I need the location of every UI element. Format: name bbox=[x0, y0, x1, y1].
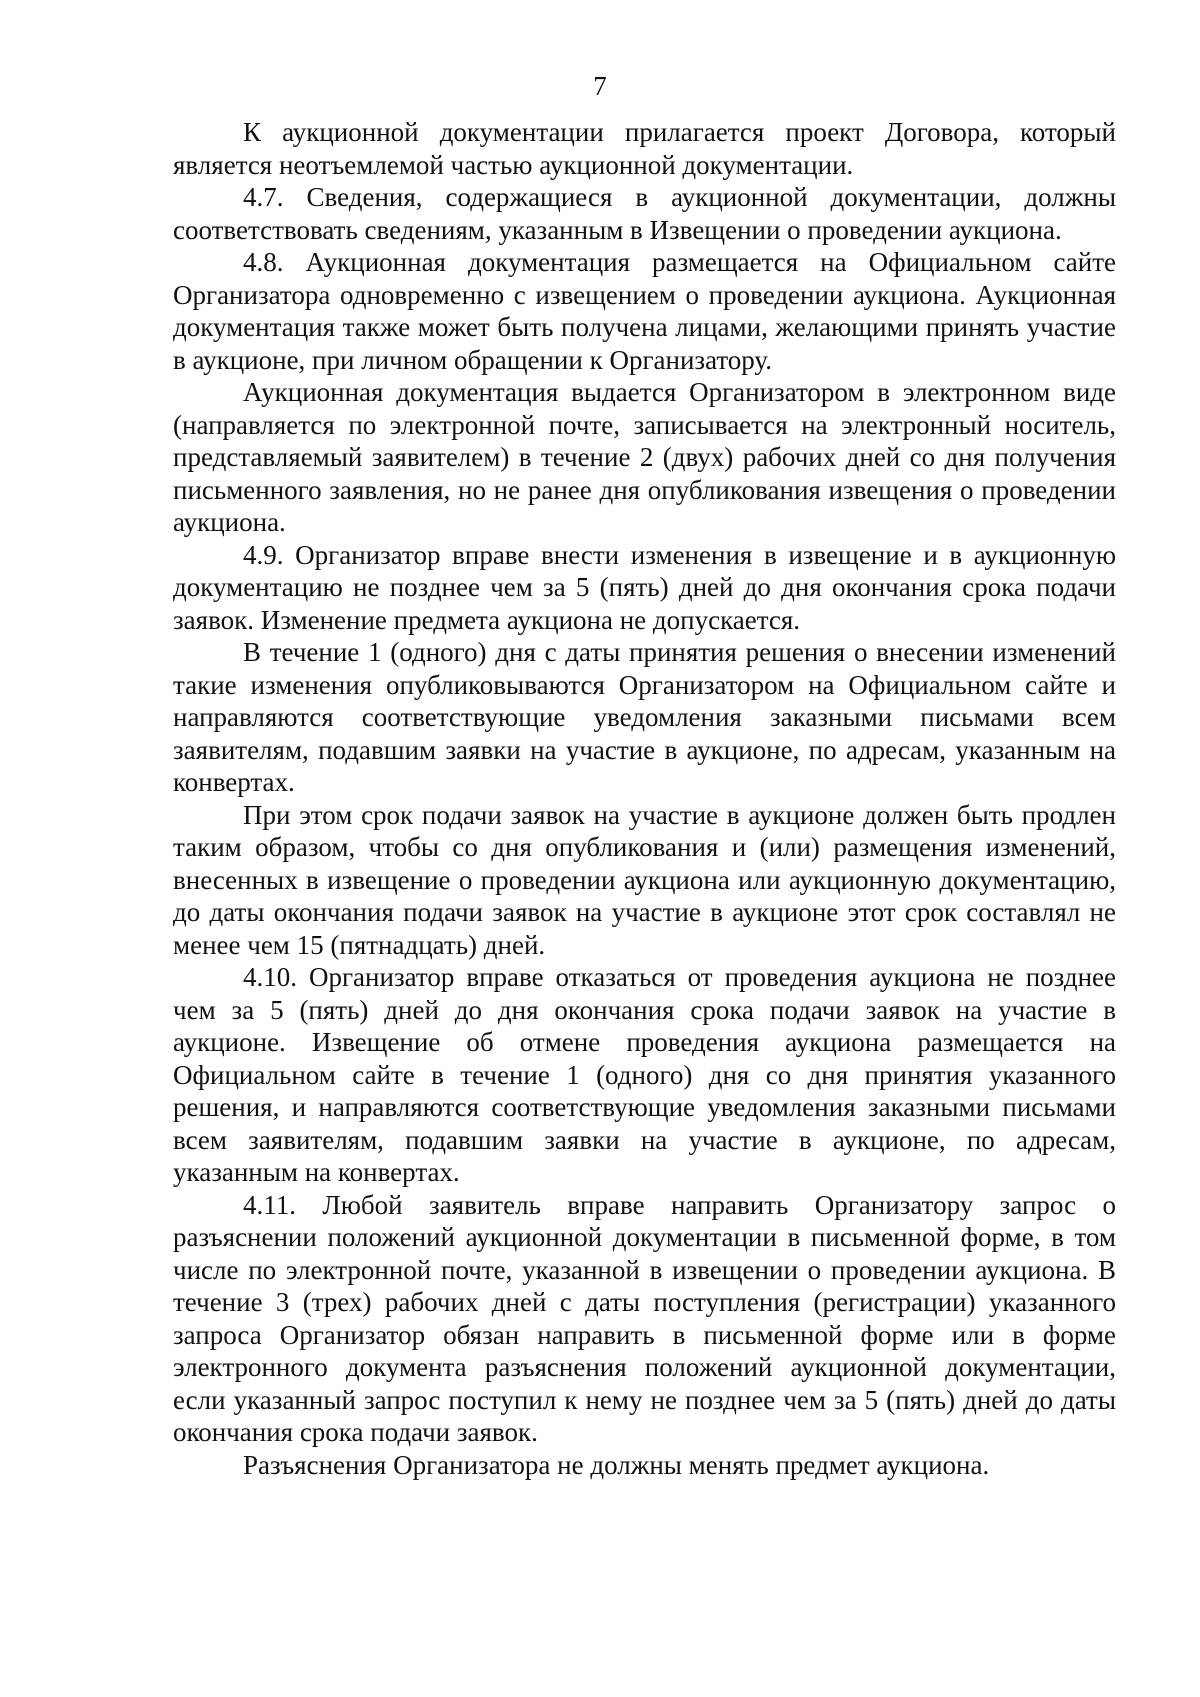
paragraph-deadline-extension: При этом срок подачи заявок на участие в аукционе должен быть продлен таким образом, чтобы со дня опубликования и (или) размещения изменений, внесенных в извещение о проведении аукциона или аукционную документацию, до даты окончания подачи заявок на участие в аукционе этот срок составлял не менее чем 15 (пятнадцать) дней. bbox=[173, 799, 1116, 960]
paragraph-issuance: Аукционная документация выдается Организатором в электронном виде (направляется по электронной почте, записывается на электронный носитель, представляемый заявителем) в течение 2 (двух) рабочих дней со дня получения письменного заявления, но не ранее дня опубликования извещения о проведении аукциона. bbox=[173, 377, 1116, 537]
paragraph-attachment: К аукционной документации прилагается проект Договора, который является неотъемлемой частью аукционной документации. bbox=[173, 117, 1116, 180]
paragraph-4-9: 4.9. Организатор вправе внести изменения в извещение и в аукционную документацию не позднее чем за 5 (пять) дней до дня окончания срока подачи заявок. Изменение предмета аукциона не допускается. bbox=[173, 539, 1116, 635]
page-number: 7 bbox=[593, 71, 607, 101]
paragraph-4-7: 4.7. Сведения, содержащиеся в аукционной документации, должны соответствовать сведениям, указанным в Извещении о проведении аукциона. bbox=[173, 182, 1116, 245]
paragraph-clarifications: Разъяснения Организатора не должны менять предмет аукциона. bbox=[243, 1449, 990, 1480]
paragraph-4-8: 4.8. Аукционная документация размещается на Официальном сайте Организатора одновременно с извещением о проведении аукциона. Аукционная документация также может быть получена лицами, желающими принять участие в аукционе, при личном обращении к Организатору. bbox=[173, 247, 1116, 375]
document-body bbox=[173, 116, 1116, 1481]
paragraph-changes-publication: В течение 1 (одного) дня с даты принятия решения о внесении изменений такие изменения опубликовываются Организатором на Официальном сайте и направляются соответствующие уведомления заказными письмами всем заявителям, подавшим заявки на участие в аукционе, по адресам, указанным на конвертах. bbox=[173, 637, 1116, 797]
paragraph-4-11: 4.11. Любой заявитель вправе направить Организатору запрос о разъяснении положений аукционной документации в письменной форме, в том числе по электронной почте, указанной в извещении о проведении аукциона. В течение 3 (трех) рабочих дней с даты поступления (регистрации) указанного запроса Организатор обязан направить в письменной форме или в форме электронного документа разъяснения положений аукционной документации, если указанный запрос поступил к нему не позднее чем за 5 (пять) дней до даты окончания срока подачи заявок. bbox=[173, 1189, 1116, 1447]
paragraph-4-10: 4.10. Организатор вправе отказаться от проведения аукциона не позднее чем за 5 (пять) дней до дня окончания срока подачи заявок на участие в аукционе. Извещение об отмене проведения аукциона размещается на Официальном сайте в течение 1 (одного) дня со дня принятия указанного решения, и направляются соответствующие уведомления заказными письмами всем заявителям, подавшим заявки на участие в аукционе, по адресам, указанным на конвертах. bbox=[173, 962, 1116, 1187]
